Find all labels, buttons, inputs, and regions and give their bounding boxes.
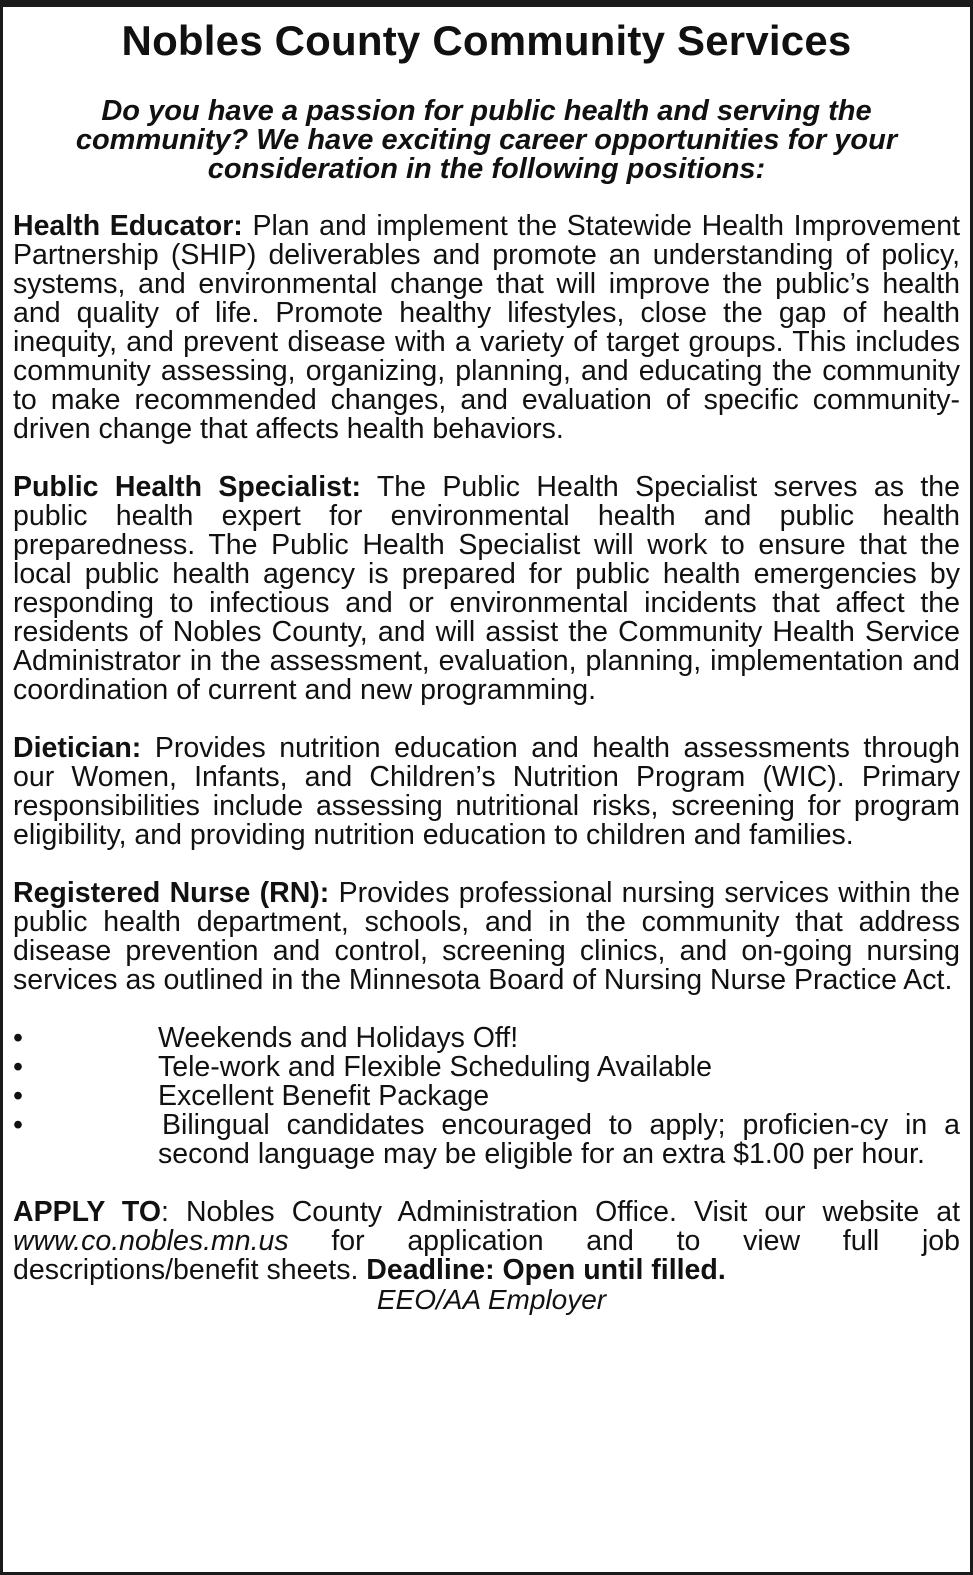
position-public-health-specialist (13, 473, 960, 705)
position-title: Public Health Specialist: (13, 471, 361, 503)
apply-label: APPLY TO (13, 1196, 161, 1228)
position-dietician (13, 734, 960, 850)
apply-section (13, 1198, 960, 1285)
bullet-icon: • (13, 1109, 23, 1141)
benefit-item (13, 1024, 960, 1053)
position-health-educator (13, 212, 960, 444)
position-title: Dietician: (13, 732, 142, 764)
position-description: Plan and implement the Statewide Health Improvement Partnership (SHIP) deliverables and promote an understanding of policy, systems, and environmental change that will improve the public’s health and quality of life. Promote healthy lifestyles, close the gap of health inequity, and prevent disease with a variety of target groups. This includes community assessing, organizing, planning, and educating the community to make recommended changes, and evaluation of specific community-driven change that affects health behaviors. (13, 210, 960, 445)
benefit-text: Tele-work and Flexible Scheduling Available (158, 1051, 712, 1083)
bullet-icon: • (13, 1022, 23, 1054)
apply-text-continued: for application and to view full job descriptions/benefit sheets. (13, 1225, 960, 1286)
benefit-item (13, 1082, 960, 1111)
bullet-icon: • (13, 1080, 23, 1112)
apply-text: : Nobles County Administration Office. Visit our website at (161, 1196, 960, 1228)
deadline-text: Deadline: Open until filled. (366, 1254, 726, 1286)
benefits-list (13, 1024, 960, 1169)
benefit-text: Excellent Benefit Package (158, 1080, 490, 1112)
benefit-text: Bilingual candidates encouraged to apply; proficien-cy in a second language may be eligible for an extra $1.00 per hour. (158, 1109, 960, 1170)
benefit-text: Weekends and Holidays Off! (158, 1022, 519, 1054)
position-title: Health Educator: (13, 210, 243, 242)
position-registered-nurse (13, 879, 960, 995)
position-description: Provides nutrition education and health assessments through our Women, Infants, and Children’s Nutrition Program (WIC). Primary responsibilities include assessing nutritional risks, screening for program eligibility, and providing nutrition education to children and families. (13, 732, 961, 851)
benefit-item (13, 1053, 960, 1082)
eeo-footer: EEO/AA Employer (376, 1284, 607, 1315)
position-description: The Public Health Specialist serves as the public health expert for environmental health and public health preparedness. The Public Health Specialist will work to ensure that the local public health agency is prepared for public health emergencies by responding to infectious and or environmental incidents that affect the residents of Nobles County, and will assist the Community Health Service Administrator in the assessment, evaluation, planning, implementation and coordination of current and new programming. (13, 471, 960, 706)
bullet-icon: • (13, 1051, 23, 1083)
intro-text: Do you have a passion for public health and serving the community? We have exciting career opportunities for your consideration in the following positions: (75, 95, 898, 185)
position-description: Provides professional nursing services within the public health department, schools, and in the community that address disease prevention and control, screening clinics, and on-going nursing services as outlined in the Minnesota Board of Nursing Nurse Practice Act. (13, 877, 960, 996)
ad-title: Nobles County Community Services (121, 17, 852, 64)
website-link[interactable]: www.co.nobles.mn.us (13, 1225, 289, 1257)
benefit-item (13, 1111, 960, 1169)
position-title: Registered Nurse (RN): (13, 877, 330, 909)
